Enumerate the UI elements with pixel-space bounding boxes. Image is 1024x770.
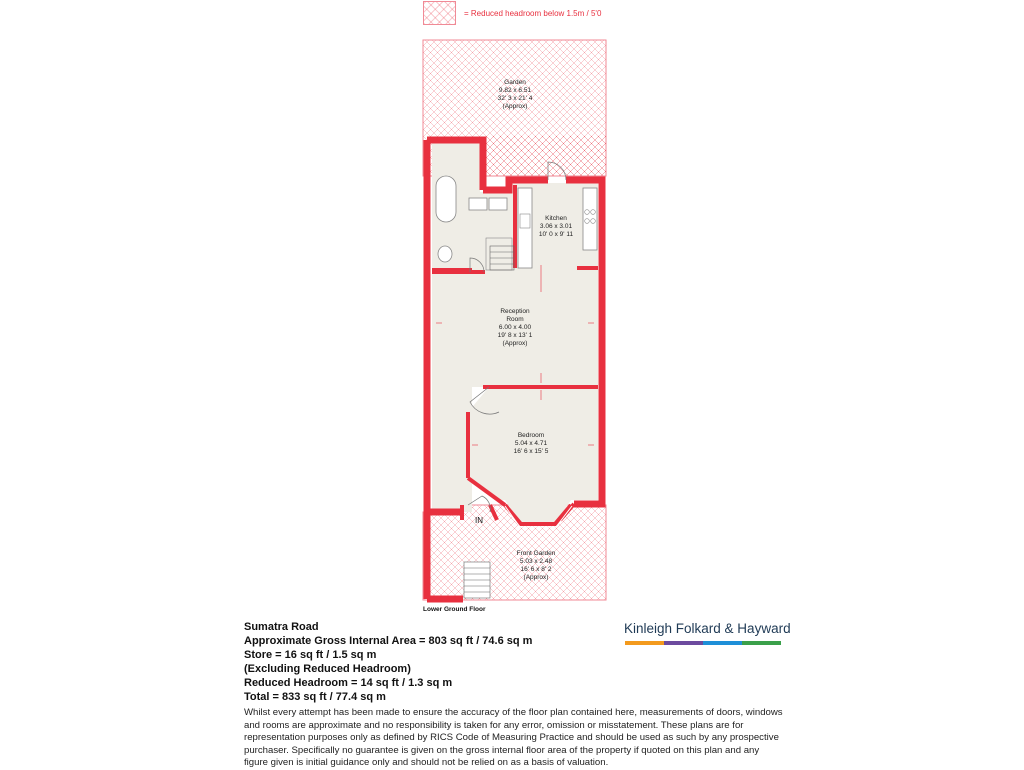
garden-dims-m: 9.82 x 6.51: [498, 87, 532, 94]
reception-name-2: Room: [506, 316, 524, 323]
kitchen-label: [533, 215, 579, 239]
floor-name: Lower Ground Floor: [423, 606, 486, 613]
reception-name: Reception: [500, 308, 530, 315]
brand-bar-segment: [703, 641, 742, 645]
reception-dims-m: 6.00 x 4.00: [498, 324, 532, 331]
garden-label: [493, 79, 537, 111]
brand-bar-segment: [742, 641, 781, 645]
basin: [469, 198, 487, 210]
store-area: Store = 16 sq ft / 1.5 sq m: [244, 649, 377, 661]
front-garden-name: Front Garden: [516, 550, 556, 557]
bedroom-dims-m: 5.04 x 4.71: [514, 440, 548, 447]
area-summary: [244, 620, 532, 704]
toilet: [438, 246, 452, 262]
bedroom-dims-ft: 16' 6 x 15' 5: [513, 448, 549, 455]
reduced-headroom-legend-swatch: [423, 1, 456, 25]
reception-note: (Approx): [502, 340, 528, 347]
gross-internal-area: Approximate Gross Internal Area = 803 sq ft / 74.6 sq m: [244, 635, 533, 647]
brand-color-bar: [625, 641, 781, 645]
front-garden-note: (Approx): [523, 574, 549, 581]
disclaimer: Whilst every attempt has been made to ensure the accuracy of the floor plan contained here, measurements of doors, windows and rooms are approximate and no responsibility is taken for any error, omission or misstatement. These plans are for representation purposes only as defined by RICS Code of Measuring Practice and should be used as such by any prospective purchaser. Specifically no guarantee is given on the gross internal floor area of the property if quoted on this plan and any figure given is initial guidance only and should not be relied on as a basis of valuation.: [244, 707, 783, 768]
legend-text: = Reduced headroom below 1.5m / 5'0: [464, 9, 602, 18]
kitchen-dims-m: 3.06 x 3.01: [539, 223, 573, 230]
garden-note: (Approx): [502, 103, 528, 110]
front-garden-dims-ft: 16' 6 x 8' 2: [520, 566, 552, 573]
property-title: Sumatra Road: [244, 621, 319, 633]
bath: [436, 176, 456, 222]
brand-bar-segment: [625, 641, 664, 645]
reduced-headroom-area: Reduced Headroom = 14 sq ft / 1.3 sq m: [244, 677, 453, 689]
garden-name: Garden: [504, 79, 526, 86]
kitchen-dims-ft: 10' 0 x 9' 11: [538, 231, 574, 238]
front-garden-label: [510, 550, 562, 582]
garden-dims-ft: 32' 3 x 21' 4: [497, 95, 533, 102]
bedroom-label: [507, 432, 555, 456]
front-garden-dims-m: 5.03 x 2.48: [519, 558, 553, 565]
total-area: Total = 833 sq ft / 77.4 sq m: [244, 691, 386, 703]
bedroom-name: Bedroom: [517, 432, 545, 439]
brand-logo: Kinleigh Folkard & Hayward: [624, 621, 791, 636]
reception-label: [493, 308, 537, 348]
excluding-note: (Excluding Reduced Headroom): [244, 663, 411, 675]
reception-dims-ft: 19' 8 x 13' 1: [497, 332, 533, 339]
entrance-marker: IN: [475, 516, 483, 525]
brand-bar-segment: [664, 641, 703, 645]
kitchen-name: Kitchen: [545, 215, 567, 222]
